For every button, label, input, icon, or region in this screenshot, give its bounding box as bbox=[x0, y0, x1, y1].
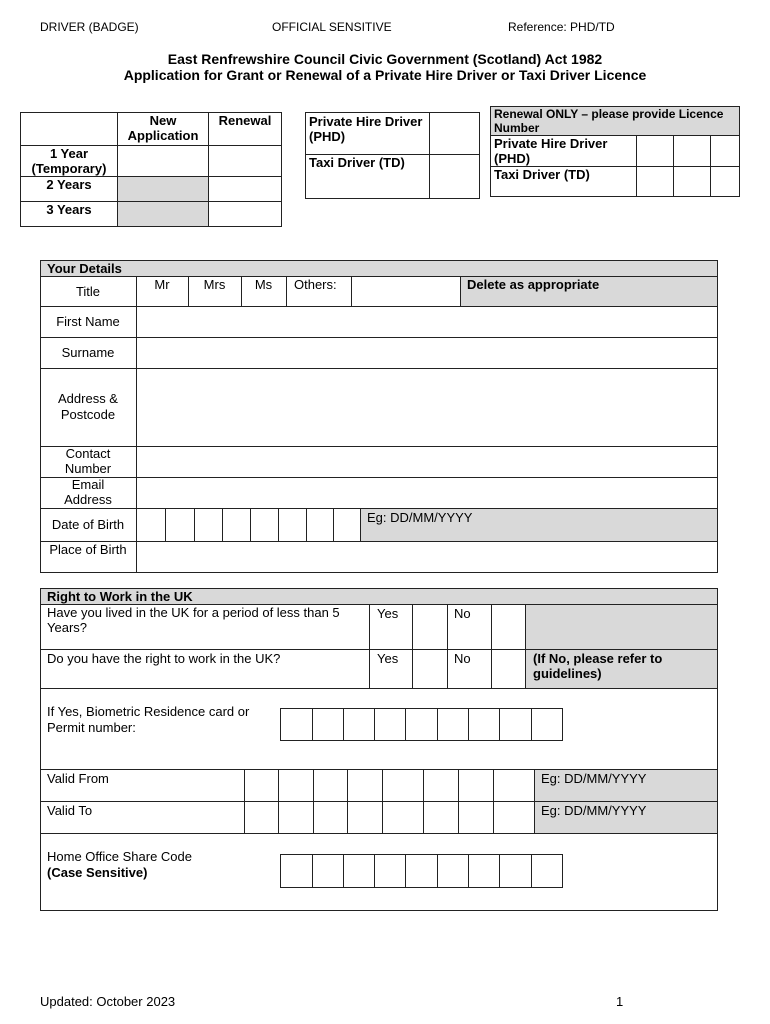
cell-2y-renewal[interactable] bbox=[209, 177, 282, 202]
footer-updated: Updated: October 2023 bbox=[40, 994, 176, 1009]
licence-td-label: Taxi Driver (TD) bbox=[306, 155, 430, 199]
q1-yes-box[interactable] bbox=[413, 605, 447, 649]
renewal-phd-box-3[interactable] bbox=[711, 136, 740, 167]
licence-phd-box[interactable] bbox=[430, 113, 480, 155]
surname-input[interactable] bbox=[137, 338, 717, 368]
divider bbox=[369, 604, 370, 688]
q2-right-to-work: Do you have the right to work in the UK? bbox=[47, 651, 281, 666]
cell-3y-new bbox=[118, 202, 209, 227]
share-code-label: Home Office Share Code bbox=[47, 849, 192, 864]
footer-page-number: 1 bbox=[616, 994, 624, 1009]
divider bbox=[312, 854, 313, 888]
row-1-year: 1 Year (Temporary) bbox=[21, 146, 118, 177]
renewal-heading: Renewal ONLY – please provide Licence Number bbox=[491, 107, 740, 136]
q1-yes-label: Yes bbox=[377, 606, 399, 621]
q1-no-box[interactable] bbox=[492, 605, 525, 649]
brp-label: If Yes, Biometric Residence card or Permit number: bbox=[47, 704, 250, 735]
delete-as-appropriate: Delete as appropriate bbox=[467, 277, 600, 292]
renewal-phd-box-2[interactable] bbox=[674, 136, 711, 167]
valid-from-hint: Eg: DD/MM/YYYY bbox=[541, 771, 647, 786]
surname-label: Surname bbox=[61, 345, 115, 360]
address-input[interactable] bbox=[137, 369, 717, 445]
first-name-input[interactable] bbox=[137, 307, 717, 337]
col-renewal: Renewal bbox=[209, 113, 282, 146]
valid-from-label: Valid From bbox=[47, 771, 109, 786]
title-label: Title bbox=[75, 284, 101, 299]
share-code-input[interactable] bbox=[280, 854, 563, 888]
your-details-heading: Your Details bbox=[47, 261, 122, 276]
email-label: Email Address bbox=[64, 477, 112, 507]
dob-hint: Eg: DD/MM/YYYY bbox=[367, 510, 473, 525]
divider bbox=[531, 708, 532, 741]
divider bbox=[468, 708, 469, 741]
q1-no-label: No bbox=[454, 606, 471, 621]
title-option-mrs[interactable]: Mrs bbox=[203, 277, 226, 292]
renewal-phd-box-1[interactable] bbox=[637, 136, 674, 167]
valid-to-label: Valid To bbox=[47, 803, 93, 818]
divider bbox=[499, 708, 500, 741]
duration-corner bbox=[21, 113, 118, 146]
divider bbox=[447, 604, 448, 688]
licence-type-table bbox=[305, 112, 480, 199]
renewal-phd-label: Private Hire Driver (PHD) bbox=[491, 136, 637, 167]
dob-input[interactable] bbox=[137, 509, 360, 541]
renewal-td-box-3[interactable] bbox=[711, 167, 740, 197]
q1-shade bbox=[526, 605, 717, 649]
email-input[interactable] bbox=[137, 478, 717, 508]
title-others-input[interactable] bbox=[351, 276, 461, 306]
cell-3y-renewal[interactable] bbox=[209, 202, 282, 227]
divider bbox=[312, 708, 313, 741]
divider bbox=[286, 276, 287, 306]
renewal-td-label: Taxi Driver (TD) bbox=[491, 167, 637, 197]
place-of-birth-input[interactable] bbox=[137, 542, 717, 572]
header-center: OFFICIAL SENSITIVE bbox=[272, 20, 392, 34]
q2-note: (If No, please refer to guidelines) bbox=[533, 651, 663, 681]
cell-1y-renewal[interactable] bbox=[209, 146, 282, 177]
dob-label: Date of Birth bbox=[51, 517, 125, 532]
renewal-td-box-1[interactable] bbox=[637, 167, 674, 197]
divider bbox=[374, 708, 375, 741]
title-option-others[interactable]: Others: bbox=[294, 277, 337, 292]
row-2-years: 2 Years bbox=[21, 177, 118, 202]
valid-to-hint: Eg: DD/MM/YYYY bbox=[541, 803, 647, 818]
duration-table bbox=[20, 112, 282, 227]
title-option-ms[interactable]: Ms bbox=[254, 277, 273, 292]
divider bbox=[40, 833, 718, 834]
divider bbox=[40, 688, 718, 689]
renewal-td-box-2[interactable] bbox=[674, 167, 711, 197]
cell-1y-new[interactable] bbox=[118, 146, 209, 177]
your-details-header-bg bbox=[41, 261, 717, 276]
divider bbox=[343, 854, 344, 888]
case-sensitive-note: (Case Sensitive) bbox=[47, 865, 148, 880]
address-label: Address & Postcode bbox=[58, 391, 118, 422]
divider bbox=[468, 854, 469, 888]
title-option-mr[interactable]: Mr bbox=[154, 277, 170, 292]
divider bbox=[343, 708, 344, 741]
col-new-application: New Application bbox=[118, 113, 209, 146]
divider bbox=[531, 854, 532, 888]
right-to-work-heading: Right to Work in the UK bbox=[47, 589, 193, 604]
title-line-1: East Renfrewshire Council Civic Government (Scotland) Act 1982 bbox=[167, 51, 603, 67]
cell-2y-new bbox=[118, 177, 209, 202]
divider bbox=[405, 854, 406, 888]
divider bbox=[437, 708, 438, 741]
divider bbox=[499, 854, 500, 888]
header-left: DRIVER (BADGE) bbox=[40, 20, 139, 34]
place-of-birth-label: Place of Birth bbox=[49, 542, 127, 557]
licence-phd-label: Private Hire Driver (PHD) bbox=[306, 113, 430, 155]
renewal-licence-table bbox=[490, 106, 740, 197]
contact-number-input[interactable] bbox=[137, 447, 717, 477]
row-3-years: 3 Years bbox=[21, 202, 118, 227]
brp-number-input[interactable] bbox=[280, 708, 563, 741]
divider bbox=[437, 854, 438, 888]
q2-yes-label: Yes bbox=[377, 651, 399, 666]
valid-from-input[interactable] bbox=[245, 770, 534, 801]
header-reference: Reference: PHD/TD bbox=[508, 20, 615, 34]
first-name-label: First Name bbox=[56, 314, 120, 329]
contact-number-label: Contact Number bbox=[64, 446, 112, 476]
licence-td-box[interactable] bbox=[430, 155, 480, 199]
divider bbox=[405, 708, 406, 741]
q2-no-box[interactable] bbox=[492, 650, 525, 688]
q2-no-label: No bbox=[454, 651, 471, 666]
q1-less-than-5-years: Have you lived in the UK for a period of less than 5 Years? bbox=[47, 605, 340, 635]
q2-yes-box[interactable] bbox=[413, 650, 447, 688]
valid-to-input[interactable] bbox=[245, 802, 534, 833]
divider bbox=[374, 854, 375, 888]
title-line-2: Application for Grant or Renewal of a Private Hire Driver or Taxi Driver Licence bbox=[123, 67, 647, 83]
